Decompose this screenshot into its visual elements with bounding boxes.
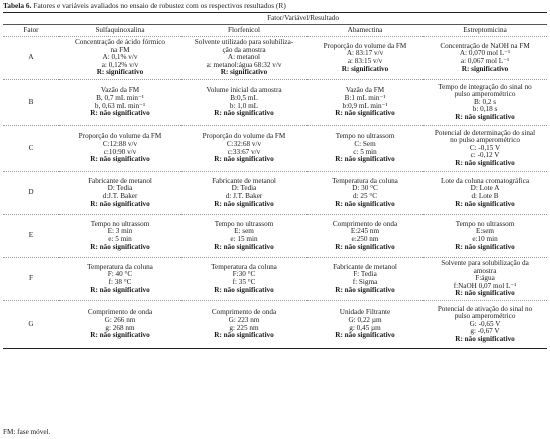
cell-line: Comprimento de onda: [211, 308, 277, 317]
result-text: R: não significativo: [90, 155, 150, 164]
cell-line: C: Sem: [354, 139, 376, 148]
group-header: Fator/Variável/Resultado: [59, 13, 547, 25]
table-cell: [59, 301, 181, 349]
cell-line: b: 1,0 mL: [229, 101, 259, 110]
table-cell: [307, 172, 423, 215]
cell-line: pulso amperométrico: [454, 90, 516, 99]
result-text: R: não significativo: [214, 199, 274, 208]
result-text: R: significativo: [461, 64, 509, 73]
cell-line: e: 5 min: [108, 235, 132, 243]
cell-line: c:33:67 v/v: [227, 147, 261, 156]
cell-line: Fabricante de metanol: [212, 176, 276, 185]
cell-line: C: -0,15 V: [469, 143, 501, 152]
cell-line: A: 0,1% v/v: [102, 53, 138, 62]
table-row: [3, 172, 547, 215]
cell-line: f: 35 °C: [232, 278, 256, 286]
result-text: R: não significativo: [214, 331, 274, 340]
cell-line: a: 0,067 mol L⁻¹: [460, 57, 510, 65]
result-text: R: não significativo: [335, 109, 395, 118]
cell-line: e:250 nm: [351, 235, 379, 243]
cell-line: A: 83:17 v/v: [346, 49, 384, 58]
factor-label: G: [3, 301, 59, 349]
factor-label: D: [3, 172, 59, 215]
table-cell: [307, 126, 423, 172]
cell-line: na FM: [110, 45, 130, 54]
cell-line: d: J.T. Baker: [225, 192, 263, 200]
cell-line: Proporção do volume da FM: [78, 132, 162, 141]
table-cell: [423, 80, 547, 126]
table-cell: [181, 126, 307, 172]
cell-line: Potencial de determinação do sinal: [434, 128, 536, 137]
cell-line: Comprimento de onda: [332, 219, 398, 228]
table-cell: [59, 215, 181, 258]
result-text: R: significativo: [220, 68, 268, 77]
cell-line: f: 38 °C: [108, 278, 132, 286]
cell-line: g: -0,67 V: [470, 327, 500, 336]
table-cell: [181, 37, 307, 80]
result-text: R: não significativo: [455, 112, 515, 121]
result-text: R: não significativo: [214, 155, 274, 164]
cell-line: Concentração de NaOH na FM: [440, 41, 530, 50]
cell-line: Proporção do volume da FM: [202, 132, 286, 141]
table-cell: [181, 215, 307, 258]
cell-line: Tempo no ultrassom: [455, 219, 515, 228]
table-row: [3, 126, 547, 172]
cell-line: Fabricante de metanol: [88, 176, 152, 185]
cell-line: e: 15 min: [230, 235, 258, 243]
cell-line: b, 0,63 mL min⁻¹: [94, 101, 146, 110]
cell-line: Vazão da FM: [100, 86, 140, 95]
result-text: R: não significativo: [90, 199, 150, 208]
cell-line: pulso amperométrico: [454, 312, 516, 321]
table-cell: [423, 37, 547, 80]
column-header: Abamectina: [307, 25, 423, 37]
cell-line: G: -0,65 V: [469, 319, 501, 328]
cell-line: e:10 min: [472, 235, 498, 243]
cell-line: F: 40 °C: [107, 270, 133, 279]
cell-line: d: Lote B: [471, 192, 499, 200]
cell-line: Tempo no ultrassom: [214, 219, 274, 228]
cell-line: E:sem: [476, 227, 494, 236]
table-cell: [181, 80, 307, 126]
cell-line: Comprimento de onda: [87, 308, 153, 317]
table-row: [3, 215, 547, 258]
table-cell: [423, 215, 547, 258]
cell-line: Solvente para solubilização da: [441, 259, 529, 268]
result-text: R: não significativo: [455, 242, 515, 251]
cell-line: c: -0,12 V: [470, 151, 500, 160]
cell-line: Temperatura da coluna: [211, 262, 277, 271]
cell-line: G: 0,22 µm: [348, 315, 382, 324]
result-text: R: não significativo: [455, 289, 515, 298]
result-text: R: não significativo: [90, 242, 150, 251]
cell-line: Proporção do volume da FM: [323, 41, 407, 50]
result-text: R: significativo: [341, 64, 389, 73]
result-text: R: significativo: [96, 68, 144, 77]
cell-line: b: 0,18 s: [472, 105, 498, 114]
result-text: R: não significativo: [335, 285, 395, 294]
table-cell: [423, 258, 547, 301]
cell-line: F:água: [475, 274, 495, 283]
table-cell: [181, 172, 307, 215]
cell-line: Volume inicial da amostra: [206, 86, 282, 95]
robustness-table: [3, 12, 547, 349]
cell-line: B, 0,7 mL min⁻¹: [96, 93, 144, 102]
cell-line: Fabricante de metanol: [333, 262, 397, 271]
cell-line: f:NaOH 0,07 mol L⁻¹: [453, 281, 517, 290]
column-header: Fator: [3, 25, 59, 37]
cell-line: c: 5 min: [353, 147, 377, 156]
table-cell: [423, 172, 547, 215]
table-row: [3, 80, 547, 126]
table-caption: [3, 1, 547, 10]
column-header: Florfenicol: [181, 25, 307, 37]
cell-line: Tempo no ultrassom: [90, 219, 150, 228]
table-row: [3, 301, 547, 349]
table-cell: [59, 80, 181, 126]
column-header: Estreptomicina: [423, 25, 547, 37]
table-row: [3, 37, 547, 80]
table-cell: [59, 126, 181, 172]
result-text: R: não significativo: [90, 109, 150, 118]
cell-line: Unidade Filtrante: [339, 308, 391, 317]
cell-line: D: Lote A: [470, 184, 500, 193]
cell-line: Tempo de integração do sinal no: [438, 82, 532, 91]
result-text: R: não significativo: [90, 285, 150, 294]
table-cell: [59, 37, 181, 80]
column-header-row: [3, 25, 547, 37]
result-text: R: não significativo: [335, 199, 395, 208]
cell-line: E: 3 min: [107, 227, 133, 236]
cell-line: a: metanol:água 68:32 v/v: [206, 60, 282, 69]
cell-line: b:0,9 mL min⁻¹: [342, 101, 388, 110]
cell-line: D: 30 °C: [352, 184, 378, 193]
cell-line: E:245 nm: [350, 227, 380, 236]
table-cell: [59, 172, 181, 215]
cell-line: F:30 °C: [232, 270, 256, 279]
cell-line: Potencial de ativação do sinal no: [437, 304, 533, 313]
cell-line: B:0,5 mL: [230, 93, 258, 102]
table-cell: [181, 258, 307, 301]
cell-line: c:10:90 v/v: [103, 147, 137, 156]
cell-line: g: 0,45 µm: [349, 323, 381, 332]
cell-line: B:1 mL min⁻¹: [344, 93, 386, 102]
result-text: R: não significativo: [214, 285, 274, 294]
cell-line: g: 268 nm: [105, 323, 135, 332]
table-cell: [423, 126, 547, 172]
table-body: [3, 37, 547, 349]
cell-line: Concentração de ácido fórmico: [74, 38, 165, 47]
table-cell: [423, 301, 547, 349]
cell-line: C:32:68 v/v: [226, 139, 262, 148]
result-text: R: não significativo: [455, 199, 515, 208]
table-cell: [181, 301, 307, 349]
table-cell: [307, 301, 423, 349]
footnote: FM: fase móvel.: [3, 428, 51, 436]
cell-line: A: 0,070 mol L⁻¹: [459, 49, 511, 58]
cell-line: F: Tedia: [353, 270, 377, 279]
cell-line: Solvente utilizado para solubiliza-: [194, 38, 294, 47]
table-cell: [307, 215, 423, 258]
table-row: [3, 258, 547, 301]
cell-line: no pulso amperométrico: [450, 136, 520, 145]
result-text: R: não significativo: [90, 331, 150, 340]
cell-line: a: 83:15 v/v: [347, 57, 383, 65]
result-text: R: não significativo: [335, 155, 395, 164]
cell-line: d: 25 °C: [352, 192, 378, 200]
cell-line: a: 0,12% v/v: [101, 60, 139, 69]
caption-text: Fatores e variáveis avaliados no ensaio de robustez com os respectivos resultados (R): [33, 1, 286, 10]
cell-line: D: Tedia: [107, 184, 133, 193]
caption-label: Tabela 6.: [3, 1, 32, 10]
cell-line: Tempo no ultrassom: [335, 132, 395, 141]
cell-line: E: sem: [234, 227, 254, 236]
cell-line: Temperatura da coluna: [332, 176, 398, 185]
cell-line: B: 0,2 s: [473, 97, 497, 106]
cell-line: A: metanol: [227, 53, 261, 62]
result-text: R: não significativo: [455, 158, 515, 167]
cell-line: G: 223 nm: [228, 315, 260, 324]
factor-label: C: [3, 126, 59, 172]
cell-line: f: Sigma: [352, 278, 378, 286]
factor-label: F: [3, 258, 59, 301]
cell-line: amostra: [473, 266, 497, 275]
cell-line: C:12:88 v/v: [102, 139, 138, 148]
cell-line: g: 225 nm: [229, 323, 259, 332]
cell-line: Temperatura da coluna: [87, 262, 153, 271]
cell-line: D: Tedia: [231, 184, 257, 193]
result-text: R: não significativo: [335, 331, 395, 340]
column-header: Sulfaquinoxalina: [59, 25, 181, 37]
result-text: R: não significativo: [455, 334, 515, 343]
table-cell: [307, 37, 423, 80]
result-text: R: não significativo: [335, 242, 395, 251]
cell-line: Vazão da FM: [345, 86, 385, 95]
table-cell: [59, 258, 181, 301]
result-text: R: não significativo: [214, 242, 274, 251]
cell-line: ção da amostra: [222, 45, 266, 54]
cell-line: G: 266 nm: [104, 315, 136, 324]
factor-label: B: [3, 80, 59, 126]
factor-label: E: [3, 215, 59, 258]
table-cell: [307, 258, 423, 301]
cell-line: Lote da coluna cromatográfica: [441, 176, 530, 185]
table-cell: [307, 80, 423, 126]
cell-line: d:J.T. Baker: [102, 192, 138, 200]
result-text: R: não significativo: [214, 109, 274, 118]
factor-label: A: [3, 37, 59, 80]
